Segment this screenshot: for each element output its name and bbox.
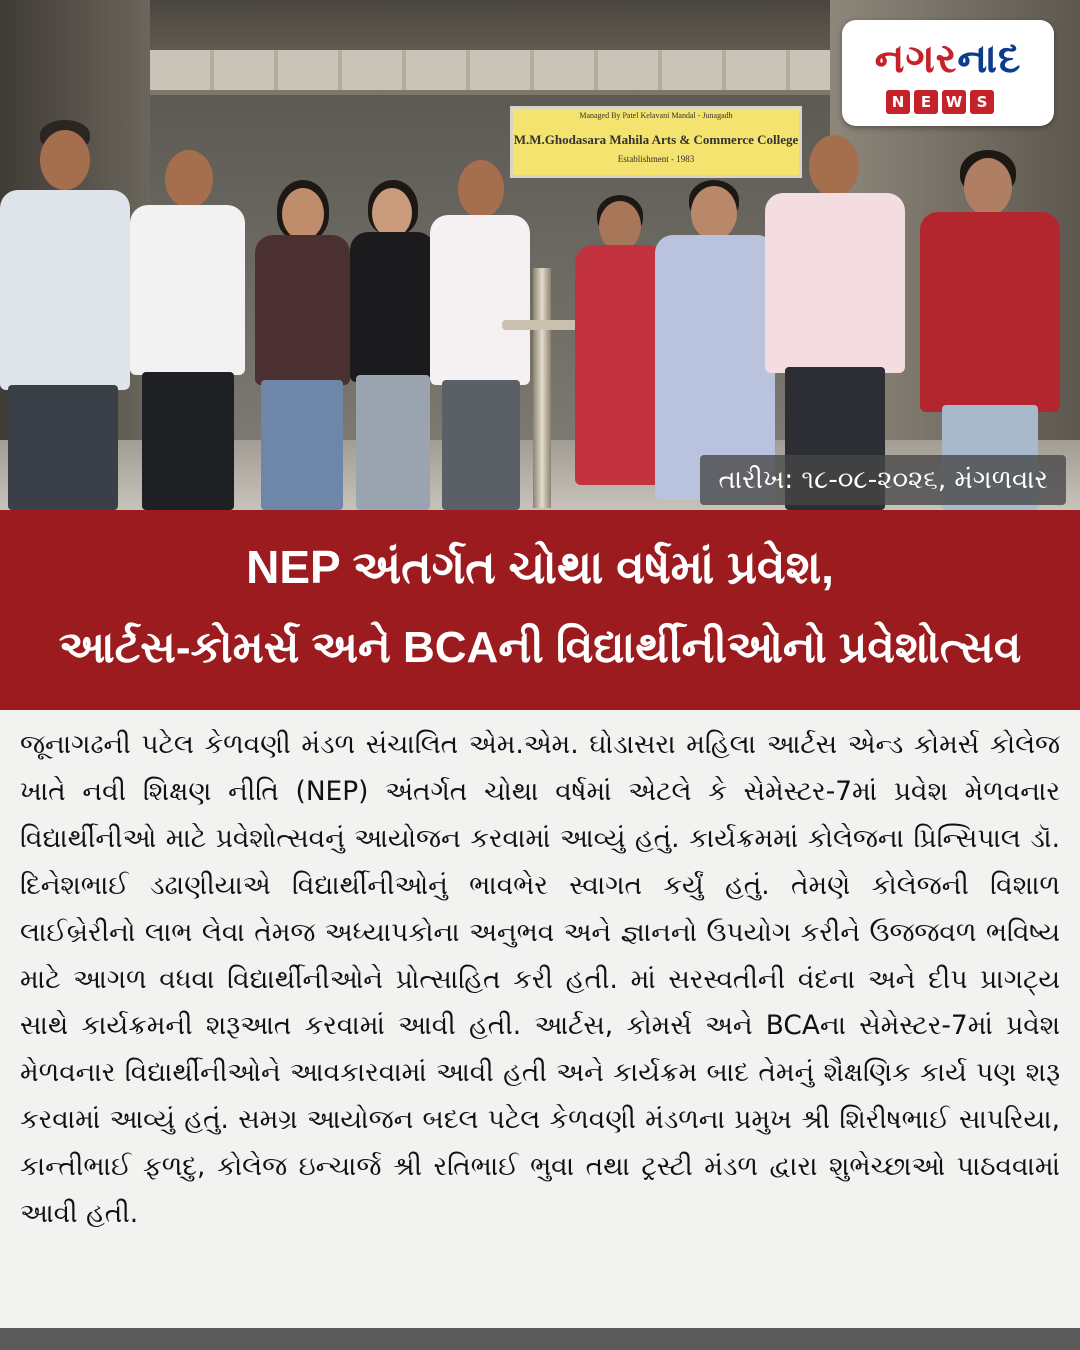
logo-wordmark — [842, 36, 1054, 82]
person-1 — [0, 120, 130, 510]
building-ceiling — [150, 50, 830, 90]
person-8 — [765, 135, 905, 510]
logo-letter: W — [942, 90, 966, 114]
headline-line-2: આર્ટસ-કોમર્સ અને BCAની વિદ્યાર્થીનીઓનો પ્રવેશોત્સવ — [58, 623, 1022, 672]
person-4 — [350, 180, 435, 510]
person-2 — [130, 150, 245, 510]
brass-lamp — [533, 268, 551, 508]
date-badge: તારીખ: ૧૮-૦૮-૨૦૨૬, મંગળવાર — [700, 455, 1066, 505]
nagarnaad-news-logo — [842, 20, 1054, 126]
sign-line-1: Managed By Patel Kelavani Mandal - Junagadh — [579, 111, 733, 120]
bottom-bar — [0, 1328, 1080, 1350]
headline-band — [0, 510, 1080, 710]
logo-part-1: નગર — [874, 36, 958, 82]
logo-letter: E — [914, 90, 938, 114]
brass-lamp-top — [502, 320, 582, 330]
logo-news-tag — [886, 90, 994, 114]
sign-line-3: Establishment - 1983 — [617, 154, 695, 164]
college-sign-board — [510, 106, 802, 178]
person-5 — [430, 160, 530, 510]
person-3 — [255, 180, 350, 510]
article-body: જૂનાગઢની પટેલ કેળવણી મંડળ સંચાલિત એમ.એમ. ઘોડાસરા મહિલા આર્ટસ એન્ડ કોમર્સ કોલેજ ખાતે નવી શિક્ષણ નીતિ (NEP) અંતર્ગત ચોથા વર્ષમાં એટલે કે સેમેસ્ટર-7માં પ્રવેશ મેળવનાર વિદ્યાર્થીનીઓ માટે પ્રવેશોત્સવનું આયોજન કરવામાં આવ્યું હતું. કાર્યક્રમમાં કોલેજના પ્રિન્સિપાલ ડૉ. દિનેશભાઈ ડઢાણીયાએ વિદ્યાર્થીનીઓનું ભાવભેર સ્વાગત કર્યું હતું. તેમણે કોલેજની વિશાળ લાઈબ્રેરીનો લાભ લેવા તેમજ અધ્યાપકોના અનુભવ અને જ્ઞાનનો ઉપયોગ કરીને ઉજજવળ ભવિષ્ય માટે આગળ વધવા વિદ્યાર્થીનીઓને પ્રોત્સાહિત કરી હતી. માં સરસ્વતીની વંદના અને દીપ પ્રાગટ્ય સાથે કાર્યક્રમની શરૂઆત કરવામાં આવી હતી. આર્ટસ, કોમર્સ અને BCAના સેમેસ્ટર-7માં પ્રવેશ મેળવનાર વિદ્યાર્થીનીઓને આવકારવામાં આવી હતી અને કાર્યક્રમ બાદ તેમનું શૈક્ષણિક કાર્ય પણ શરૂ કરવામાં આવ્યું હતું. સમગ્ર આયોજન બદલ પટેલ કેળવણી મંડળના પ્રમુખ શ્રી શિરીષભાઈ સાપરિયા, કાન્તીભાઈ ફળદુ, કોલેજ ઇન્ચાર્જ શ્રી રતિભાઈ ભુવા તથા ટ્રસ્ટી મંડળ દ્વારા શુભેચ્છાઓ પાઠવવામાં આવી હતી. — [20, 729, 1060, 1230]
logo-part-2: નાદ — [957, 36, 1022, 82]
person-6 — [575, 195, 665, 490]
logo-letter: S — [970, 90, 994, 114]
sign-line-2: M.M.Ghodasara Mahila Arts & Commerce College — [513, 132, 799, 147]
headline-line-1: NEP અંતર્ગત ચોથા વર્ષમાં પ્રવેશ, — [246, 541, 834, 593]
logo-letter: N — [886, 90, 910, 114]
person-7 — [655, 180, 775, 500]
